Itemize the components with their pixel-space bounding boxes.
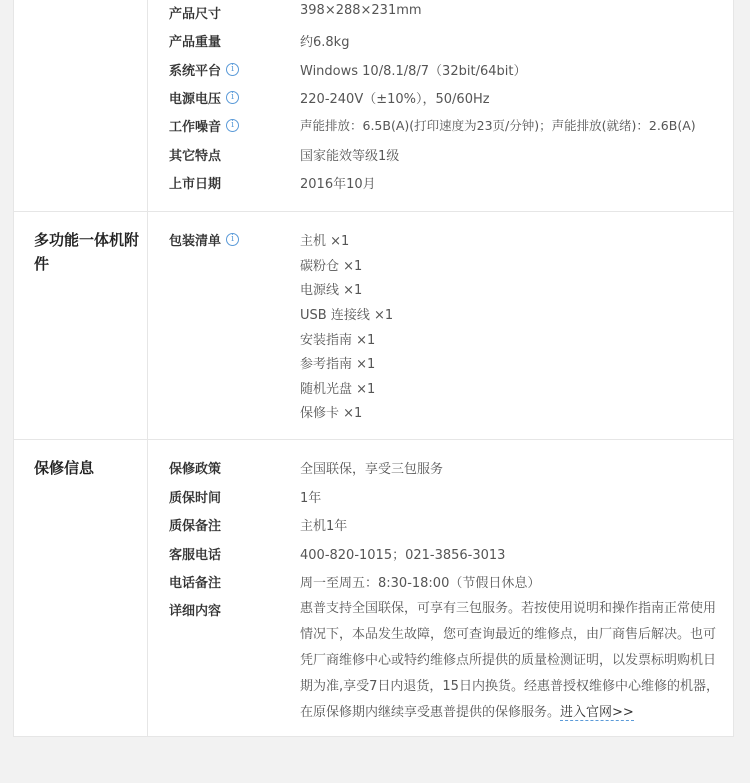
- info-icon[interactable]: i: [226, 119, 239, 132]
- spec-label: 电源电压 i: [169, 88, 239, 107]
- spec-value: 220-240V（±10%），50/60Hz: [300, 92, 490, 107]
- spec-label: 上市日期: [169, 177, 222, 192]
- spec-section-basic: [14, 0, 733, 211]
- info-icon[interactable]: i: [226, 63, 239, 76]
- spec-label: 质保时间: [169, 491, 222, 506]
- spec-label: 包装清单 i: [169, 230, 239, 249]
- spec-value: 2016年10月: [300, 177, 376, 192]
- spec-value: 400-820-1015；021-3856-3013: [300, 548, 506, 563]
- warranty-detail-text: 惠普支持全国联保，可享有三包服务。若按使用说明和操作指南正常使用情况下，本品发生故障，您可查询最近的维修点，由厂商售后解决。也可凭厂商维修中心或特约维修点所提供的质量检测证明，以发票标明购机日期为准,享受7日内退货，15日内换货。经惠普授权维修中心维修的机器，在原保修期内继续享受惠普提供的保修服务。进入官网>>: [300, 601, 719, 720]
- spec-row-noise: [14, 116, 733, 136]
- spec-label: 电话备注: [169, 576, 222, 591]
- spec-value: 主机1年: [300, 519, 348, 534]
- category-title: 保修信息: [34, 459, 95, 477]
- spec-value: 约6.8kg: [300, 35, 350, 50]
- list-item: 安装指南 ×1: [300, 333, 376, 348]
- spec-label: 产品重量: [169, 35, 222, 50]
- spec-label: 工作噪音 i: [169, 116, 239, 135]
- spec-label: 系统平台 i: [169, 60, 239, 79]
- category-column: [14, 212, 148, 439]
- spec-row-features: [14, 145, 733, 165]
- spec-value: Windows 10/8.1/8/7（32bit/64bit）: [300, 64, 527, 79]
- spec-row-voltage: [14, 88, 733, 108]
- spec-row-size: [14, 3, 733, 23]
- spec-value: 声能排放：6.5B(A)(打印速度为23页/分钟)；声能排放(就绪)：2.6B(A): [300, 118, 696, 133]
- spec-row-os: [14, 60, 733, 80]
- list-item: 随机光盘 ×1: [300, 382, 376, 397]
- spec-label: 详细内容: [169, 604, 222, 619]
- spec-label: 产品尺寸: [169, 7, 222, 22]
- spec-value: 周一至周五：8:30-18:00（节假日休息）: [300, 576, 541, 591]
- category-title: 多功能一体机附件: [34, 231, 140, 273]
- spec-panel: [13, 0, 734, 737]
- spec-label: 保修政策: [169, 462, 222, 477]
- list-item: 电源线 ×1: [300, 283, 363, 298]
- category-column: [14, 440, 148, 736]
- spec-section-warranty: [14, 440, 733, 736]
- spec-label: 客服电话: [169, 548, 222, 563]
- spec-value: 国家能效等级1级: [300, 149, 400, 164]
- spec-row-weight: [14, 31, 733, 51]
- list-item: 保修卡 ×1: [300, 406, 363, 421]
- list-item: 参考指南 ×1: [300, 357, 376, 372]
- list-item: 碳粉仓 ×1: [300, 259, 363, 274]
- list-item: USB 连接线 ×1: [300, 308, 394, 323]
- spec-value: 全国联保，享受三包服务: [300, 462, 444, 477]
- info-icon[interactable]: i: [226, 233, 239, 246]
- spec-value: 1年: [300, 491, 322, 506]
- info-icon[interactable]: i: [226, 91, 239, 104]
- spec-section-accessories: [14, 212, 733, 439]
- list-item: 主机 ×1: [300, 234, 350, 249]
- spec-label: 质保备注: [169, 519, 222, 534]
- official-site-link[interactable]: 进入官网>>: [560, 705, 634, 720]
- spec-row-release-date: [14, 173, 733, 193]
- spec-value: 398×288×231mm: [300, 3, 422, 18]
- spec-label: 其它特点: [169, 149, 222, 164]
